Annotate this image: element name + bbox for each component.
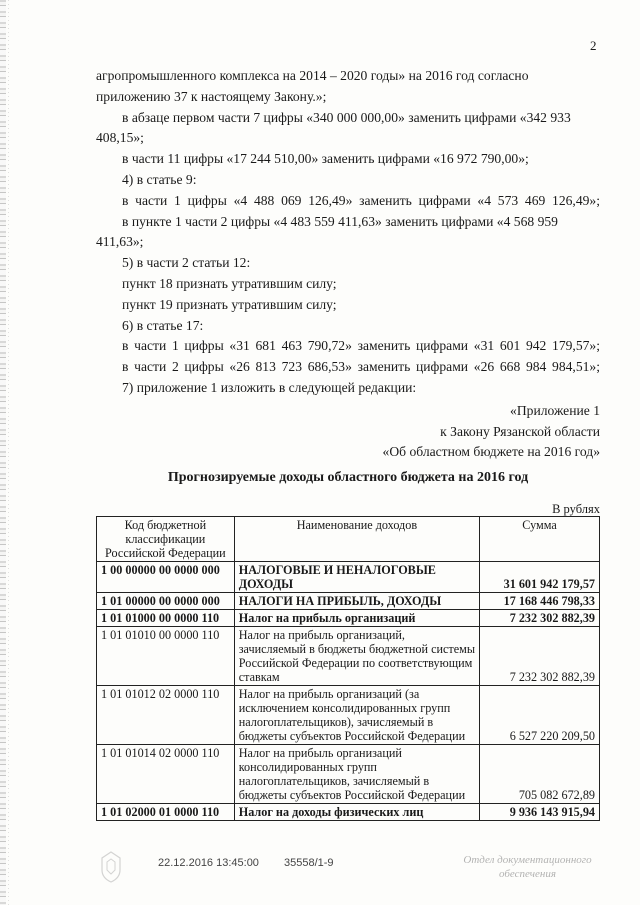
row-name: Налог на прибыль организаций [234,610,479,627]
revenue-table [96,516,600,821]
paragraph: в части 2 цифры «26 813 723 686,53» заменить цифрами «26 668 984 984,51»; [122,359,600,375]
table-row [97,686,600,745]
row-sum: 705 082 672,89 [480,745,600,804]
paragraph: в пункте 1 части 2 цифры «4 483 559 411,63» заменить цифрами «4 568 959 411,63»; [96,213,558,250]
row-name: Налог на прибыль организаций (за исключением консолидированных групп налогоплательщиков), зачисляемый в бюджеты субъектов Российской Федерации [234,686,479,745]
row-name: Налог на доходы физических лиц [234,804,479,821]
header-sum: Сумма [480,517,600,562]
row-sum: 9 936 143 915,94 [480,804,600,821]
row-code: 1 01 01014 02 0000 110 [97,745,235,804]
row-code: 1 01 01010 00 0000 110 [97,627,235,686]
table-row [97,745,600,804]
stamp-line: Отдел документационного [463,854,592,866]
row-code: 1 01 02000 01 0000 110 [97,804,235,821]
row-sum: 7 232 302 882,39 [480,627,600,686]
stamp-line: обеспечения [499,868,556,880]
appendix-line: к Закону Рязанской области [440,423,600,439]
footer-doc-id: 35558/1-9 [284,857,334,869]
paragraph: 4) в статье 9: [122,171,197,187]
row-name: Налог на прибыль организаций консолидированных групп налогоплательщиков, зачисляемый в бюджеты субъектов Российской Федерации [234,745,479,804]
header-code: Код бюджетной классификации Российской Федерации [97,517,235,562]
table-row [97,627,600,686]
table-header-row [97,517,600,562]
table-row [97,562,600,593]
page-number: 2 [590,38,597,53]
table-row [97,610,600,627]
paragraph: агропромышленного комплекса на 2014 – 2020 годы» на 2016 год согласно приложению 37 к настоящему Закону.»; [96,68,529,104]
row-name: НАЛОГИ НА ПРИБЫЛЬ, ДОХОДЫ [234,593,479,610]
paragraph: 7) приложение 1 изложить в следующей редакции: [122,379,417,395]
table-row [97,804,600,821]
header-name: Наименование доходов [234,517,479,562]
paragraph: в абзаце первом части 7 цифры «340 000 000,00» заменить цифрами «342 933 408,15»; [96,109,571,146]
row-code: 1 01 01000 00 0000 110 [97,610,235,627]
paragraph: пункт 18 признать утратившим силу; [122,275,337,291]
paragraph: 5) в части 2 статьи 12: [122,255,251,271]
department-stamp [450,853,605,881]
row-name: Налог на прибыль организаций, зачисляемый в бюджеты бюджетной системы Российской Федерации по соответствующим ставкам [234,627,479,686]
row-code: 1 01 00000 00 0000 000 [97,593,235,610]
paragraph: в части 1 цифры «31 681 463 790,72» заменить цифрами «31 601 942 179,57»; [122,338,600,354]
paragraph: в части 1 цифры «4 488 069 126,49» заменить цифрами «4 573 469 126,49»; [122,192,600,208]
row-sum: 6 527 220 209,50 [480,686,600,745]
paragraph: 6) в статье 17: [122,317,204,333]
table-title: Прогнозируемые доходы областного бюджета на 2016 год [167,470,529,485]
units-label: В рублях [552,502,600,516]
scan-edge-line [8,0,9,905]
law-amendments-text [96,66,600,463]
paragraph: в части 11 цифры «17 244 510,00» заменить цифрами «16 972 790,00»; [122,151,529,167]
row-sum: 7 232 302 882,39 [480,610,600,627]
scan-edge [0,0,6,905]
row-name: НАЛОГОВЫЕ И НЕНАЛОГОВЫЕ ДОХОДЫ [234,562,479,593]
row-code: 1 01 01012 02 0000 110 [97,686,235,745]
paragraph: пункт 19 признать утратившим силу; [122,296,337,312]
table-body [97,562,600,821]
appendix-line: «Приложение 1 [510,402,600,418]
footer-date: 22.12.2016 13:45:00 [158,857,259,869]
emblem-icon [98,850,124,884]
row-sum: 17 168 446 798,33 [480,593,600,610]
row-code: 1 00 00000 00 0000 000 [97,562,235,593]
table-row [97,593,600,610]
row-sum: 31 601 942 179,57 [480,562,600,593]
appendix-line: «Об областном бюджете на 2016 год» [382,444,600,460]
